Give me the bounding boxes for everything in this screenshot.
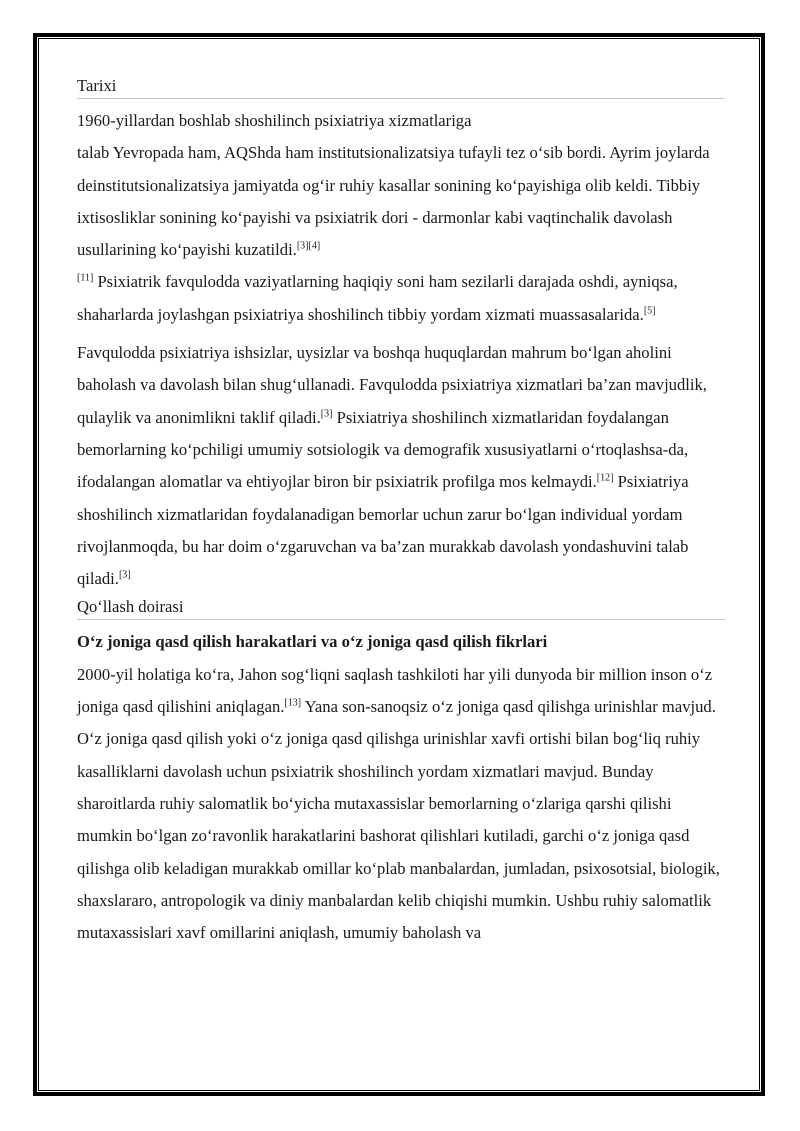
section-heading-scope: Qo‘llash doirasi [77, 595, 725, 620]
citation-ref[interactable]: [13] [284, 697, 302, 709]
citation-ref[interactable]: [11] [77, 272, 94, 284]
paragraph-text: Favqulodda psixiatriya ishsizlar, uysizlar va boshqa huquqlardan mahrum bo‘lgan aholini baholash va davolash bilan shug‘ullanadi. Favqulodda psixiatriya xizmatlari ba’zan mavjudlik, qulaylik va anonimlikni taklif qiladi. [77, 343, 707, 427]
document-body [77, 74, 725, 949]
paragraph-text: Psixiatrik favqulodda vaziyatlarning haqiqiy soni ham sezilarli darajada oshdi, ayniqsa, shaharlarda joylashgan psixiatriya shoshilinch tibbiy yordam xizmati muassasalarida. [77, 272, 678, 324]
paragraph-scope-1 [77, 659, 725, 950]
paragraph-history-1 [77, 105, 725, 331]
citation-ref[interactable]: [3][4] [296, 240, 321, 252]
paragraph-text: talab Yevropada ham, AQShda ham institutsionalizatsiya tufayli tez o‘sib bordi. Ayrim joylarda deinstitutsionalizatsiya jamiyatda og‘ir ruhiy kasallar sonining ko‘payishiga olib keldi. Tibbiy ixtisosliklar sonining ko‘payishi va psixiatrik dori - darmonlar kabi vaqtinchalik davolash usullarining ko‘payishi kuzatildi. [77, 143, 710, 260]
paragraph-text: Yana son-sanoqsiz o‘z joniga qasd qilishga urinishlar mavjud. O‘z joniga qasd qilish yoki o‘z joniga qasd qilishga urinishlar xavfi ortishi bilan bog‘liq ruhiy kasalliklarni davolash uchun psixiatrik shoshilinch yordam xizmatlari mavjud. Bunday sharoitlarda ruhiy salomatlik bo‘yicha mutaxassislar bemorlarning o‘zlariga qarshi qilishi mumkin bo‘lgan zo‘ravonlik harakatlarini bashorat qilishlari kutiladi, garchi o‘z joniga qasd qilishga olib keladigan murakkab omillar ko‘plab manbalardan, jumladan, psixosotsial, biologik, shaxslararo, antropologik va diniy manbalardan kelib chiqishi mumkin. Ushbu ruhiy salomatlik mutaxassislari xavf omillarini aniqlash, umumiy baholash va [77, 697, 720, 943]
subheading-suicide: O‘z joniga qasd qilish harakatlari va o‘z joniga qasd qilish fikrlari [77, 632, 548, 652]
paragraph-first-line: 1960-yillardan boshlab shoshilinch psixiatriya xizmatlariga [77, 111, 472, 130]
citation-ref[interactable]: [3] [320, 408, 333, 420]
paragraph-history-2 [77, 337, 725, 595]
paragraph-text: Psixiatriya shoshilinch xizmatlaridan foydalangan bemorlarning ko‘pchiligi umumiy sotsiologik va demografik xususiyatlarni o‘rtoqlashsa-da, ifodalangan alomatlar va ehtiyojlar biron bir psixiatrik profilga mos kelmaydi. [77, 407, 689, 492]
section-heading-history: Tarixi [77, 74, 725, 99]
citation-ref[interactable]: [3] [118, 569, 131, 581]
citation-ref[interactable]: [12] [596, 472, 614, 484]
citation-ref[interactable]: [5] [643, 305, 656, 317]
paragraph-text: Psixiatriya shoshilinch xizmatlaridan foydalanadigan bemorlar uchun zarur bo‘lgan individual yordam rivojlanmoqda, bu har doim o‘zgaruvchan va ba’zan murakkab davolash yondashuvini talab qiladi. [77, 472, 689, 589]
paragraph-text: 2000-yil holatiga ko‘ra, Jahon sog‘liqni saqlash tashkiloti har yili dunyoda bir million inson o‘z joniga qasd qilishini aniqlagan. [77, 664, 713, 717]
